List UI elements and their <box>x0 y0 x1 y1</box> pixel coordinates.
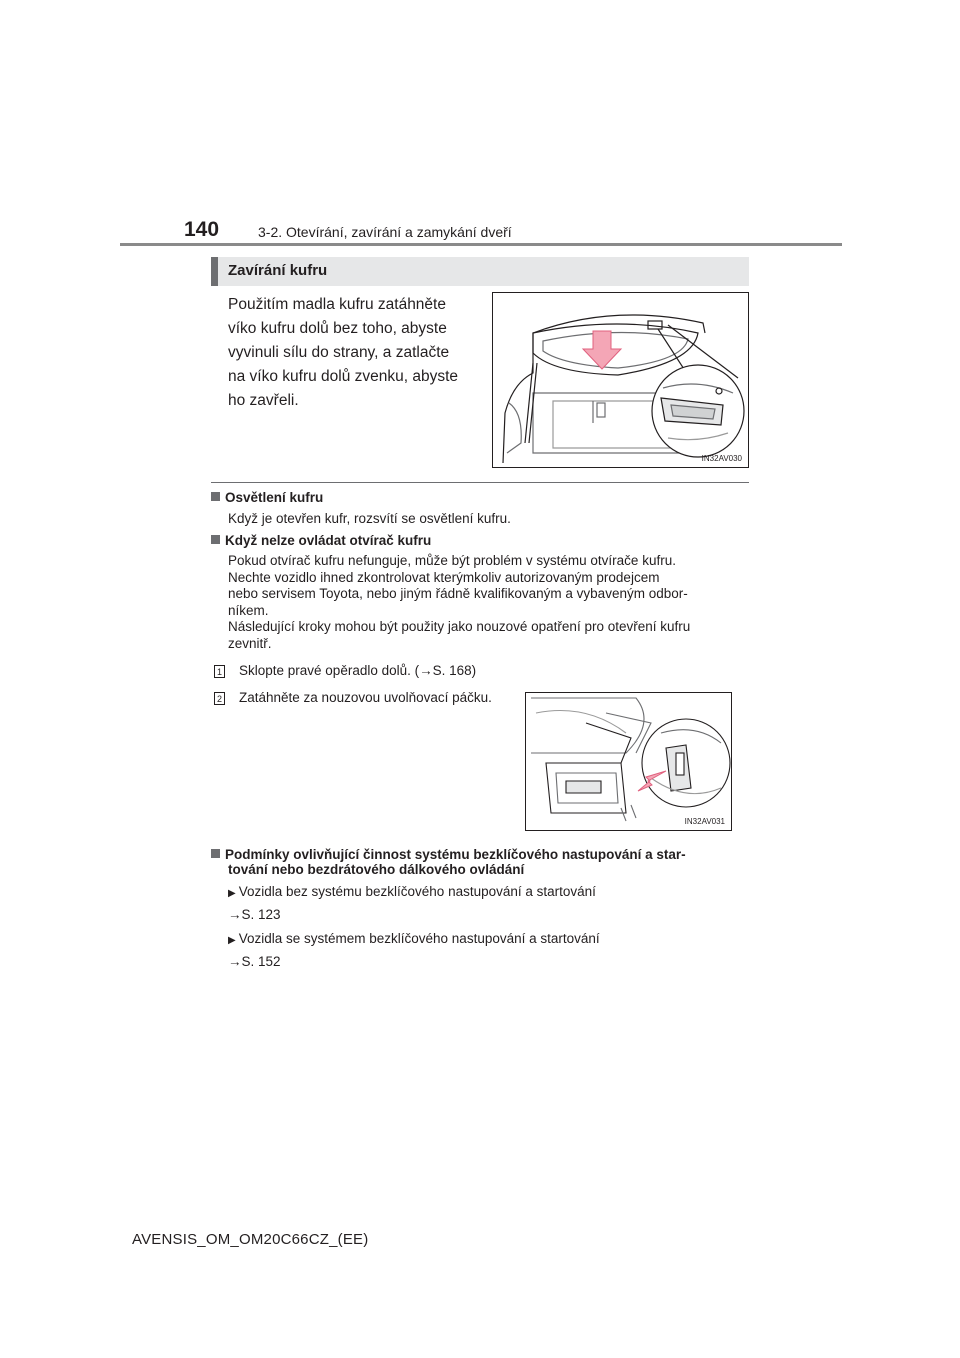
note-line: nebo servisem Toyota, nebo jiným řádně kvalifikovaným a vybaveným odbor- <box>228 586 688 601</box>
step-text: Sklopte pravé opěradlo dolů. (→S. 168) <box>239 663 477 678</box>
note-title-line: tování nebo bezdrátového dálkového ovládání <box>228 862 525 877</box>
condition-item <box>228 884 596 899</box>
note-title: Když nelze ovládat otvírač kufru <box>225 533 432 548</box>
triangle-bullet-icon: ▶ <box>228 888 236 899</box>
intro-line: vyvinuli sílu do strany, a zatlačte <box>228 344 450 361</box>
header-divider <box>120 243 842 246</box>
trunk-closing-illustration <box>492 292 749 468</box>
page-reference: →S. 123 <box>228 907 281 922</box>
condition-label: Vozidla bez systému bezklíčového nastupování a startování <box>238 884 596 899</box>
intro-line: víko kufru dolů bez toho, abyste <box>228 320 447 337</box>
subheading-title: Zavírání kufru <box>228 262 328 279</box>
note-line: Pokud otvírač kufru nefunguje, může být problém v systému otvírače kufru. <box>228 553 676 568</box>
page-reference: →S. 152 <box>228 954 281 969</box>
figure-code: IN32AV031 <box>684 817 725 826</box>
intro-line: na víko kufru dolů zvenku, abyste <box>228 368 459 385</box>
page-number: 140 <box>184 218 220 241</box>
lever-drawing <box>526 693 731 830</box>
triangle-bullet-icon: ▶ <box>228 935 236 946</box>
note-heading-cannot-open <box>211 533 431 548</box>
step-number-box: 2 <box>214 692 225 705</box>
release-lever-illustration <box>525 692 732 831</box>
square-bullet-icon <box>211 535 220 544</box>
square-bullet-icon <box>211 492 220 501</box>
figure-code: IN32AV030 <box>701 454 742 463</box>
note-heading-lighting <box>211 490 323 505</box>
note-paragraph-cannot-open <box>228 553 690 652</box>
note-text-lighting: Když je otevřen kufr, rozsvítí se osvětlení kufru. <box>228 511 511 526</box>
step-number-box: 1 <box>214 665 225 678</box>
footer-code: AVENSIS_OM_OM20C66CZ_(EE) <box>132 1231 369 1248</box>
trunk-drawing <box>493 293 748 467</box>
step-text: Zatáhněte za nouzovou uvolňovací páčku. <box>239 690 492 705</box>
intro-line: Použitím madla kufru zatáhněte <box>228 296 446 313</box>
note-title: Osvětlení kufru <box>225 490 324 505</box>
note-line: níkem. <box>228 602 269 618</box>
condition-label: Vozidla se systémem bezklíčového nastupování a startování <box>238 931 600 946</box>
note-line: Následující kroky mohou být použity jako nouzové opatření pro otevření kufru <box>228 619 691 634</box>
note-line: zevnitř. <box>228 635 272 651</box>
condition-item <box>228 931 600 946</box>
subheading-bar <box>211 257 749 286</box>
intro-paragraph <box>228 293 478 413</box>
intro-line: ho zavřeli. <box>228 392 299 409</box>
square-bullet-icon <box>211 849 220 858</box>
note-title-line: Podmínky ovlivňující činnost systému bezklíčového nastupování a star- <box>225 847 686 862</box>
note-line: Nechte vozidlo ihned zkontrolovat kterýmkoliv autorizovaným prodejcem <box>228 569 660 585</box>
section-divider <box>211 482 749 483</box>
section-title: 3-2. Otevírání, zavírání a zamykání dveří <box>258 224 512 240</box>
note-heading-conditions <box>211 847 751 877</box>
